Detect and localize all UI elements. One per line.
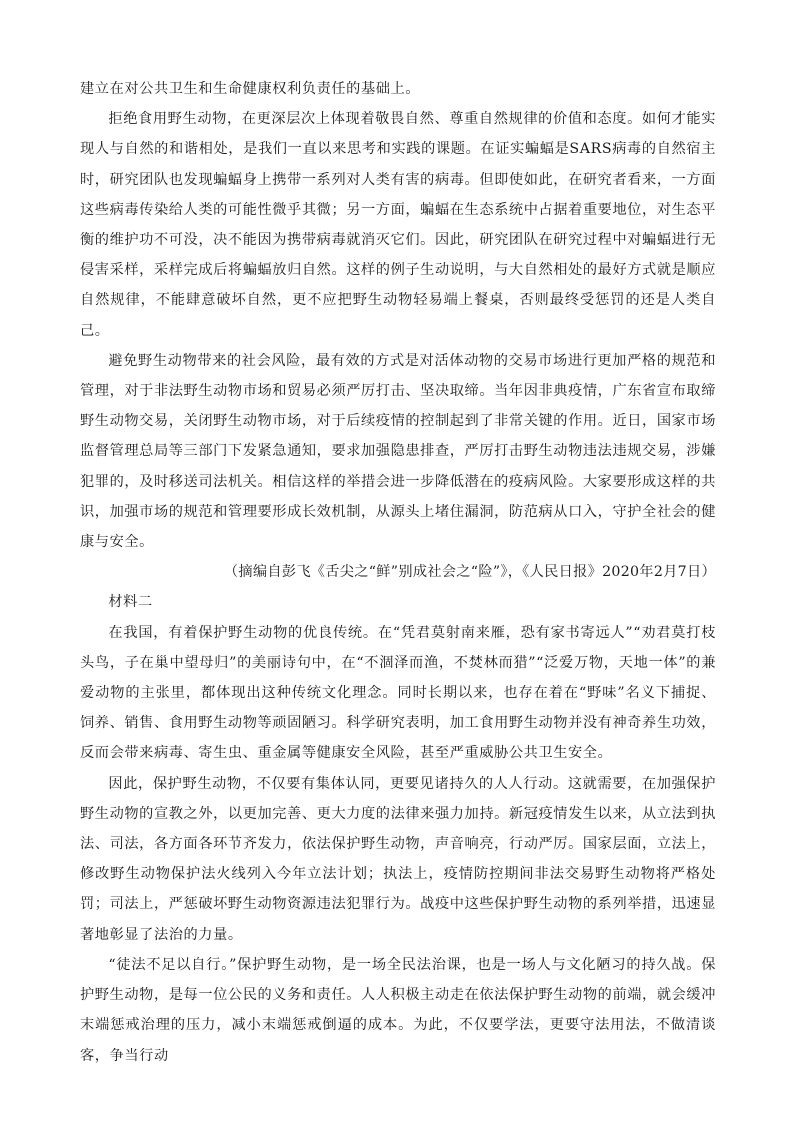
material-one-source: （摘编自彭飞《舌尖之“鲜”别成社会之“险”》，《人民日报》2020年2月7日） (223, 564, 716, 581)
material-two-heading: 材料二 (108, 594, 153, 611)
material-one-paragraph-2: 避免野生动物带来的社会风险，最有效的方式是对活体动物的交易市场进行更加严格的规范和管理，对于非法野生动物市场和贸易必须严厉打击、坚决取缔。当年因非典疫情，广东省宣布取缔野生动物交易，关闭野生动物市场，对于后续疫情的控制起到了非常关键的作用。近日，国家市场监督管理总局等三部门下发紧急通知，要求加强隐患排查，严厉打击野生动物违法违规交易，涉嫌犯罪的，及时移送司法机关。相信这样的举措会进一步降低潜在的疫病风险。大家要形成这样的共识，加强市场的规范和管理要形成长效机制，从源头上堵住漏洞，防范病从口入，守护全社会的健康与安全。 (80, 352, 716, 551)
material-one-paragraph-1: 拒绝食用野生动物，在更深层次上体现着敬畏自然、尊重自然规律的价值和态度。如何才能实现人与自然的和谐相处，是我们一直以来思考和实践的课题。在证实蝙蝠是SARS病毒的自然宿主时，研究团队也发现蝙蝠身上携带一系列对人类有害的病毒。但即使如此，在研究者看来，一方面这些病毒传染给人类的可能性微乎其微；另一方面，蝙蝠在生态系统中占据着重要地位，对生态平衡的维护功不可没，决不能因为携带病毒就消灭它们。因此，研究团队在研究过程中对蝙蝠进行无侵害采样，采样完成后将蝙蝠放归自然。这样的例子生动说明，与大自然相处的最好方式就是顺应自然规律，不能肆意破坏自然，更不应把野生动物轻易端上餐桌，否则最终受惩罚的还是人类自己。 (80, 111, 716, 339)
material-two-paragraph-3: “徒法不足以自行。”保护野生动物，是一场全民法治课，也是一场人与文化陋习的持久战。保护野生动物，是每一位公民的义务和责任。人人积极主动走在依法保护野生动物的前端，就会缓冲末端惩戒治理的压力，减小末端惩戒倒逼的成本。为此，不仅要学法，更要守法用法，不做清谈客，争当行动 (80, 956, 716, 1064)
material-two-paragraph-1: 在我国，有着保护野生动物的优良传统。在“凭君莫射南来雁，恐有家书寄远人”“劝君莫打枝头鸟，子在巢中望母归”的美丽诗句中，在“不涸泽而渔，不焚林而猎”“泛爱万物，天地一体”的兼爱动物的主张里，都体现出这种传统文化理念。同时长期以来，也存在着在“野味”名义下捕捉、饲养、销售、食用野生动物等顽固陋习。科学研究表明，加工食用野生动物并没有神奇养生功效，反而会带来病毒、寄生虫、重金属等健康安全风险，甚至严重威胁公共卫生安全。 (80, 624, 716, 762)
intro-fragment: 建立在对公共卫生和生命健康权利负责任的基础上。 (80, 81, 421, 97)
document-body (80, 74, 716, 1071)
material-two-paragraph-2: 因此，保护野生动物，不仅要有集体认同，更要见诸持久的人人行动。这就需要，在加强保护野生动物的宣教之外，以更加完善、更大力度的法律来强力加持。新冠疫情发生以来，从立法到执法、司法，各方面各环节齐发力，依法保护野生动物，声音响亮，行动严厉。国家层面，立法上，修改野生动物保护法火线列入今年立法计划；执法上，疫情防控期间非法交易野生动物将严格处罚；司法上，严惩破坏野生动物资源违法犯罪行为。战疫中这些保护野生动物的系列举措，迅速显著地彰显了法治的力量。 (80, 775, 716, 943)
